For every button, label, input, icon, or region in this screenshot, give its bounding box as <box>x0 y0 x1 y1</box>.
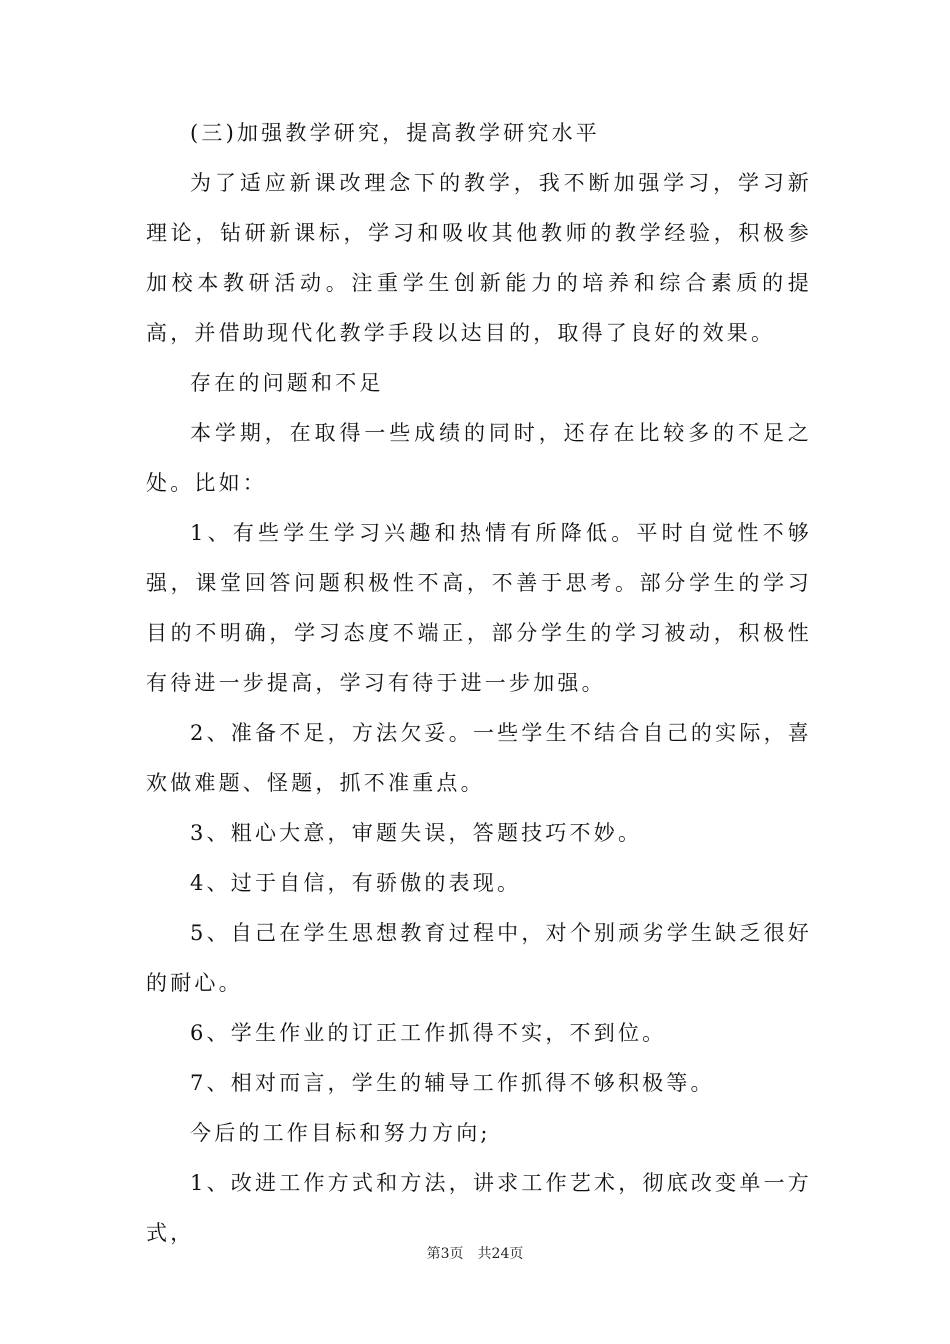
section-heading: (三)加强教学研究，提高教学研究水平 <box>190 121 600 145</box>
paragraph: 为了适应新课改理念下的教学，我不断加强学习，学习新理论，钻研新课标，学习和吸收其他教师的教学经验，积极参加校本教研活动。注重学生创新能力的培养和综合素质的提高，并借助现代化教学手段以达目的，取得了良好的效果。 <box>146 171 812 345</box>
page-number: 第3页 <box>426 1246 464 1262</box>
list-item: 1、改进工作方式和方法，讲求工作艺术，彻底改变单一方式， <box>146 1171 812 1245</box>
page-footer <box>0 1245 950 1263</box>
section-heading: 存在的问题和不足 <box>190 371 384 395</box>
document-body <box>146 108 812 1258</box>
list-item: 7、相对而言，学生的辅导工作抓得不够积极等。 <box>190 1071 715 1095</box>
list-item: 6、学生作业的订正工作抓得不实，不到位。 <box>190 1021 667 1045</box>
page-total: 共24页 <box>477 1246 524 1262</box>
list-item: 2、准备不足，方法欠妥。一些学生不结合自己的实际，喜欢做难题、怪题，抓不准重点。 <box>146 721 812 795</box>
list-item: 5、自己在学生思想教育过程中，对个别顽劣学生缺乏很好的耐心。 <box>146 921 812 995</box>
section-heading: 今后的工作目标和努力方向; <box>190 1121 491 1145</box>
list-item: 1、有些学生学习兴趣和热情有所降低。平时自觉性不够强，课堂回答问题积极性不高，不善于思考。部分学生的学习目的不明确，学习态度不端正，部分学生的学习被动，积极性有待进一步提高，学习有待于进一步加强。 <box>146 521 812 695</box>
list-item: 3、粗心大意，审题失误，答题技巧不妙。 <box>190 821 643 845</box>
paragraph: 本学期，在取得一些成绩的同时，还存在比较多的不足之处。比如： <box>146 421 812 495</box>
list-item: 4、过于自信，有骄傲的表现。 <box>190 871 522 895</box>
